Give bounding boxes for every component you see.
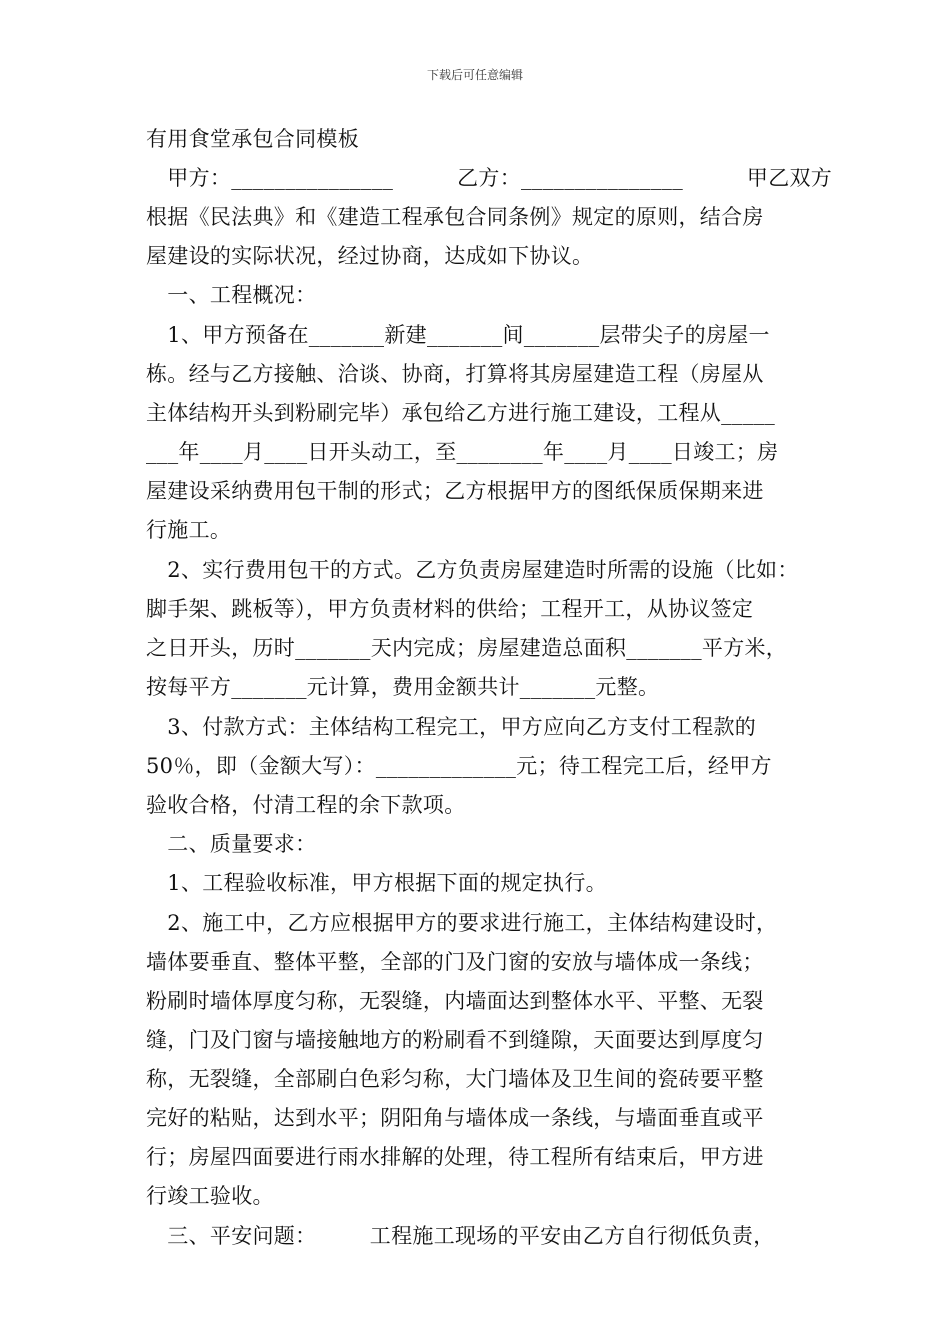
paragraph-line: 主体结构开头到粉刷完毕）承包给乙方进行施工建设，工程从_____: [146, 401, 776, 425]
section-heading: 三、平安问题： 工程施工现场的平安由乙方自行彻低负责，: [146, 1224, 775, 1248]
paragraph-line: 1、工程验收标准，甲方根据下面的规定执行。: [146, 871, 607, 895]
paragraph-line: 验收合格，付清工程的余下款项。: [146, 793, 466, 817]
paragraph-line: 根据《民法典》和《建造工程承包合同条例》规定的原则，结合房: [146, 205, 764, 229]
paragraph-line: 屋建设的实际状况，经过协商，达成如下协议。: [146, 244, 594, 268]
page-header: 下载后可任意编辑: [426, 68, 523, 82]
party-line: 甲方：_______________ 乙方：_______________ 甲乙双方: [146, 166, 833, 190]
paragraph-line: 栋。经与乙方接触、洽谈、协商，打算将其房屋建造工程（房屋从: [146, 362, 764, 386]
section-heading: 二、质量要求：: [146, 832, 317, 856]
paragraph-line: 行施工。: [146, 518, 232, 542]
paragraph-line: 按每平方_______元计算，费用金额共计_______元整。: [146, 675, 660, 699]
paragraph-line: 1、甲方预备在_______新建_______间_______层带尖子的房屋一: [146, 323, 770, 347]
paragraph-line: 称，无裂缝，全部刷白色彩匀称，大门墙体及卫生间的瓷砖要平整: [146, 1067, 764, 1091]
paragraph-line: 3、付款方式：主体结构工程完工，甲方应向乙方支付工程款的: [146, 715, 757, 739]
paragraph-line: 脚手架、跳板等），甲方负责材料的供给；工程开工，从协议签定: [146, 597, 754, 621]
section-heading: 一、工程概况：: [146, 283, 317, 307]
contract-body: [146, 122, 833, 1253]
paragraph-line: 墙体要垂直、整体平整，全部的门及门窗的安放与墙体成一条线；: [146, 950, 764, 974]
paragraph-line: 粉刷时墙体厚度匀称，无裂缝，内墙面达到整体水平、平整、无裂: [146, 989, 764, 1013]
paragraph-line: 2、实行费用包干的方式。乙方负责房屋建造时所需的设施（比如：: [146, 558, 799, 582]
paragraph-line: 行；房屋四面要进行雨水排解的处理，待工程所有结束后，甲方进: [146, 1145, 764, 1169]
paragraph-line: 2、施工中，乙方应根据甲方的要求进行施工，主体结构建设时，: [146, 911, 778, 935]
paragraph-line: 缝，门及门窗与墙接触地方的粉刷看不到缝隙，天面要达到厚度匀: [146, 1028, 764, 1052]
paragraph-line: ___年____月____日开头动工，至________年____月____日竣工；房: [146, 440, 779, 464]
paragraph-line: 屋建设采纳费用包干制的形式；乙方根据甲方的图纸保质保期来进: [146, 479, 764, 503]
document-title: 有用食堂承包合同模板: [146, 127, 359, 151]
paragraph-line: 之日开头，历时_______天内完成；房屋建造总面积_______平方米，: [146, 636, 788, 660]
paragraph-line: 行竣工验收。: [146, 1184, 274, 1208]
paragraph-line: 完好的粘贴，达到水平；阴阳角与墙体成一条线，与墙面垂直或平: [146, 1106, 764, 1130]
paragraph-line: 50％，即（金额大写）：_____________元；待工程完工后，经甲方: [146, 754, 772, 778]
